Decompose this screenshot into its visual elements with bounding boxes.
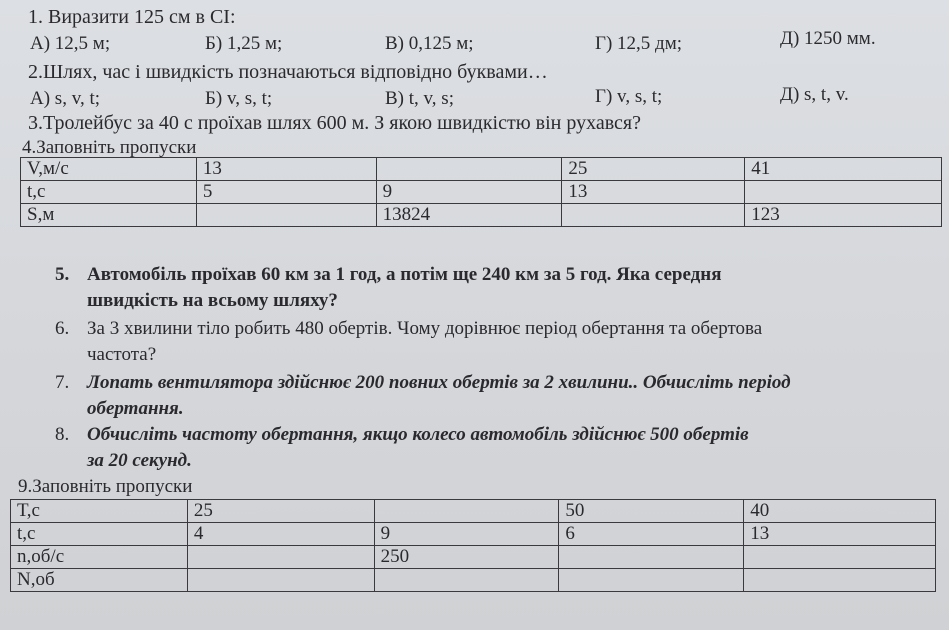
table-cell (196, 204, 376, 227)
table-row (21, 158, 942, 181)
table-cell: 25 (562, 158, 745, 181)
table-cell: t,с (11, 523, 188, 546)
table-cell: t,с (21, 181, 197, 204)
q2-option-a: А) s, v, t; (30, 88, 101, 109)
q6-line1: За 3 хвилини тіло робить 480 обертів. Чому дорівнює період обертання та обертова (87, 318, 763, 339)
q9-title: 9.Заповніть пропуски (18, 476, 193, 497)
table-cell (744, 569, 936, 592)
table-cell: n,об/с (11, 546, 188, 569)
table-cell: 25 (187, 500, 374, 523)
q1-title: 1. Виразити 125 см в СІ: (28, 6, 236, 28)
q6-number: 6. (55, 318, 70, 339)
table-cell (562, 204, 745, 227)
q3-title: 3.Тролейбус за 40 с проїхав шлях 600 м. З якою швидкістю він рухався? (28, 112, 641, 134)
table-cell: Т,с (11, 500, 188, 523)
q7-line2: обертання. (87, 398, 184, 419)
table-row (11, 546, 936, 569)
table-row (21, 181, 942, 204)
table-cell (745, 181, 942, 204)
q2-option-e: Д) s, t, v. (780, 84, 849, 105)
q8-number: 8. (55, 424, 70, 445)
table-cell: V,м/с (21, 158, 197, 181)
q1-option-b: Б) 1,25 м; (205, 33, 283, 54)
table-cell: 40 (744, 500, 936, 523)
table-cell: 13 (562, 181, 745, 204)
q7-number: 7. (55, 372, 70, 393)
table-cell: 50 (559, 500, 744, 523)
q7-line1: Лопать вентилятора здійснює 200 повних обертів за 2 хвилини.. Обчисліть період (87, 372, 791, 393)
q5-line1: Автомобіль проїхав 60 км за 1 год, а потім ще 240 км за 5 год. Яка середня (87, 264, 722, 285)
table-cell (559, 546, 744, 569)
table-cell: S,м (21, 204, 197, 227)
table-row (11, 569, 936, 592)
q1-option-c: В) 0,125 м; (385, 33, 474, 54)
q1-option-e: Д) 1250 мм. (780, 28, 876, 49)
table-cell: N,об (11, 569, 188, 592)
table-row (11, 500, 936, 523)
table-cell: 5 (196, 181, 376, 204)
q1-option-d: Г) 12,5 дм; (595, 33, 683, 54)
q4-table (20, 157, 942, 227)
q2-title: 2.Шлях, час і швидкість позначаються відповідно буквами… (28, 61, 548, 83)
q6-text (55, 316, 762, 368)
table-cell: 13 (744, 523, 936, 546)
table-cell: 4 (187, 523, 374, 546)
table-cell: 13824 (376, 204, 562, 227)
table-cell (187, 546, 374, 569)
table-cell (559, 569, 744, 592)
q2-option-d: Г) v, s, t; (595, 86, 663, 107)
q5-line2: швидкість на всьому шляху? (87, 290, 338, 311)
table-cell (744, 546, 936, 569)
q8-line2: за 20 секунд. (87, 450, 192, 471)
table-row (21, 204, 942, 227)
q1-option-a: А) 12,5 м; (30, 33, 111, 54)
table-cell: 13 (196, 158, 376, 181)
table-cell: 41 (745, 158, 942, 181)
q8-text (55, 422, 749, 474)
q7-text (55, 370, 791, 422)
table-cell: 6 (559, 523, 744, 546)
table-cell (374, 569, 559, 592)
table-cell: 9 (376, 181, 562, 204)
q2-option-b: Б) v, s, t; (205, 88, 273, 109)
q2-option-c: В) t, v, s; (385, 88, 454, 109)
table-cell: 250 (374, 546, 559, 569)
q8-line1: Обчисліть частоту обертання, якщо колесо автомобіль здійснює 500 обертів (87, 424, 749, 445)
q4-title: 4.Заповніть пропуски (22, 137, 197, 158)
table-cell (376, 158, 562, 181)
q5-number: 5. (55, 264, 70, 285)
table-row (11, 523, 936, 546)
table-cell (187, 569, 374, 592)
table-cell: 9 (374, 523, 559, 546)
table-cell: 123 (745, 204, 942, 227)
q9-table (10, 499, 936, 592)
table-cell (374, 500, 559, 523)
q5-text (55, 262, 722, 314)
q6-line2: частота? (87, 344, 157, 365)
